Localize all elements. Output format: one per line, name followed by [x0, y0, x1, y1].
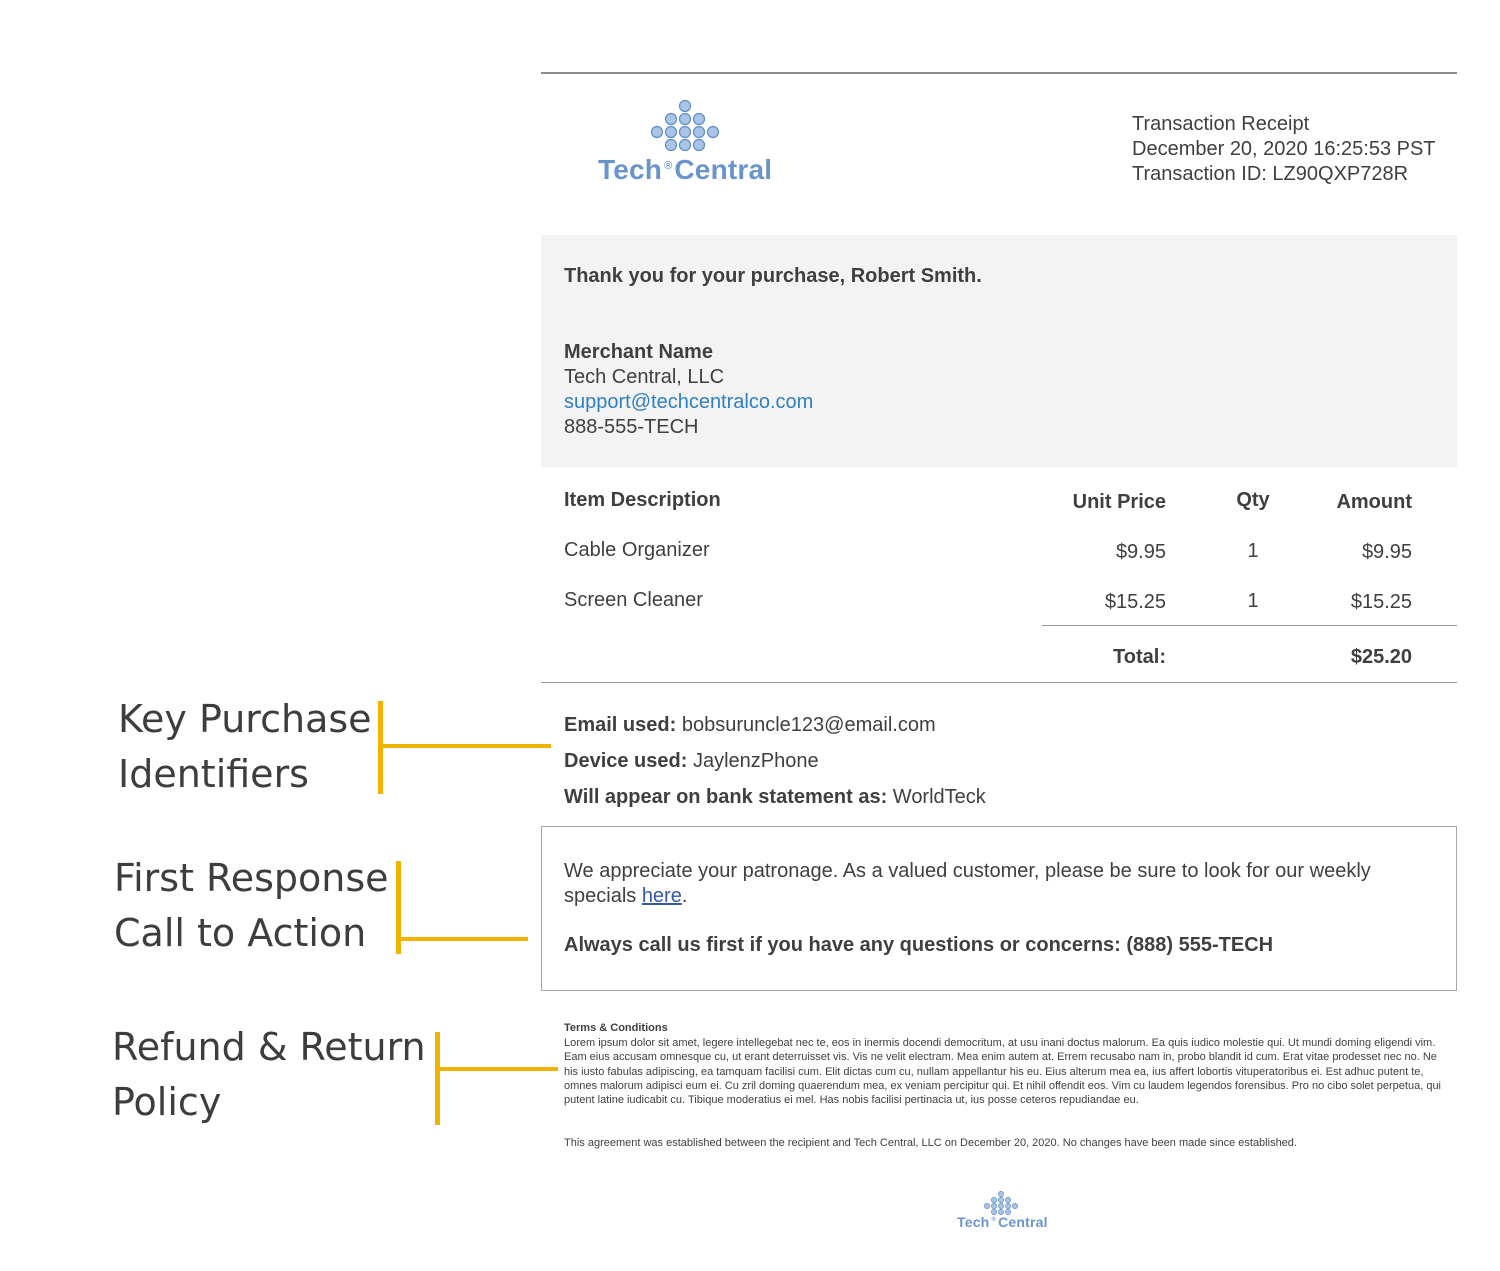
row-1-unit-price: $9.95	[1115, 541, 1166, 563]
col-header-description: Item Description	[564, 489, 721, 511]
row-2-qty: 1	[1247, 590, 1259, 612]
email-used-row	[564, 707, 986, 743]
annotation-2-line-1: First Response	[114, 856, 389, 900]
col-header-amount: Amount	[1336, 491, 1412, 513]
email-used-label: Email used:	[564, 714, 677, 736]
tech-central-logo	[598, 98, 808, 188]
bank-statement-value: WorldTeck	[892, 786, 986, 808]
annotation-2-line-2: Call to Action	[114, 911, 367, 955]
footer-logo-registered-mark: ®	[991, 1217, 997, 1224]
row-2-description: Screen Cleaner	[564, 589, 703, 611]
col-header-unit-price: Unit Price	[1072, 491, 1166, 513]
hexagon-cluster-icon	[598, 98, 808, 158]
footer-logo-wordmark	[957, 1214, 1048, 1230]
device-used-value: JaylenzPhone	[692, 750, 819, 772]
annotation-refund-return-policy	[112, 1020, 426, 1130]
logo-wordmark	[598, 154, 772, 186]
table-bottom-divider	[541, 682, 1457, 683]
device-used-row	[564, 743, 986, 779]
annotation-first-response	[114, 851, 389, 961]
purchase-identifiers	[564, 707, 986, 815]
total-divider	[1042, 625, 1457, 626]
weekly-specials-link[interactable]: here	[641, 885, 682, 907]
annotation-3-pointer	[435, 1067, 558, 1071]
annotation-3-line-2: Policy	[112, 1080, 222, 1124]
annotation-3-line-1: Refund & Return	[112, 1025, 426, 1069]
annotation-1-pointer	[378, 744, 551, 748]
bank-statement-row	[564, 779, 986, 815]
logo-registered-mark: ®	[664, 159, 673, 172]
call-first-message: Always call us first if you have any questions or concerns: (888) 555-TECH	[564, 934, 1274, 956]
device-used-label: Device used:	[564, 750, 688, 772]
transaction-id: Transaction ID: LZ90QXP728R	[1132, 163, 1409, 185]
terms-body: Lorem ipsum dolor sit amet, legere intellegebat nec te, eos in inermis docendi democritum, at usu inani doctus malorum. Ea quis iudico molestie qui. Ut mundi doming eligendi vim. Eam eius accusam omnesque cu, ut erant deterruisset vis. Vis ne velit electram. Mea enim autem at. Errem recusabo nam in, probo blandit id cum. Erat vitae prodesset nec no. Ne his iusto fabulas adipiscing, ea tamquam facilisi cum. Elit dictas cum cu, nullam appellantur his eu. Eius alterum mea ea, ius affert lobortis vituperatoribus ei. Est adhuc putent te, omnes malorum adipisci eum ei. Cu zril doming quaerendum mea, ex veniam percipitur qui. Et nihil offendit eos. Vim cu laudem legendos forensibus. Pro no cibo solet perpetua, qui putent latine iudicabit cu. Tibique moderatius ei mel. Has nobis facilisi pertinacia ut, ius posse ceteros repudiandae eu.	[564, 1037, 1442, 1107]
terms-agreement: This agreement was established between the recipient and Tech Central, LLC on December 20, 2020. No changes have been made since established.	[564, 1137, 1297, 1149]
receipt-date: December 20, 2020 16:25:53 PST	[1132, 138, 1436, 160]
annotation-1-line-2: Identifiers	[118, 752, 309, 796]
merchant-name: Tech Central, LLC	[564, 366, 725, 388]
footer-logo-word-tech: Tech	[957, 1214, 990, 1230]
patronage-period: .	[681, 885, 688, 907]
patronage-text: We appreciate your patronage. As a valued customer, please be sure to look for our weekly specials	[564, 860, 1371, 907]
row-2-unit-price: $15.25	[1104, 591, 1166, 613]
merchant-phone: 888-555-TECH	[564, 416, 699, 438]
email-used-value: bobsuruncle123@email.com	[681, 714, 936, 736]
merchant-info	[564, 340, 813, 440]
row-1-qty: 1	[1247, 540, 1259, 562]
footer-logo	[957, 1190, 1067, 1235]
thank-you-message: Thank you for your purchase, Robert Smith.	[564, 265, 982, 287]
annotation-3-bracket	[435, 1032, 440, 1125]
merchant-email-link[interactable]: support@techcentralco.com	[564, 391, 814, 413]
total-value: $25.20	[1350, 646, 1412, 668]
row-1-description: Cable Organizer	[564, 539, 710, 561]
logo-word-central: Central	[674, 154, 773, 185]
footer-logo-word-central: Central	[998, 1214, 1048, 1230]
terms-title: Terms & Conditions	[564, 1022, 668, 1034]
total-label: Total:	[1113, 646, 1166, 668]
top-divider	[541, 72, 1457, 74]
logo-word-tech: Tech	[598, 154, 663, 185]
receipt-header	[1132, 112, 1436, 187]
annotation-key-purchase-identifiers	[118, 692, 372, 802]
col-header-qty: Qty	[1236, 489, 1270, 511]
annotation-2-pointer	[396, 937, 528, 941]
row-1-amount: $9.95	[1361, 541, 1412, 563]
receipt-title: Transaction Receipt	[1132, 113, 1310, 135]
merchant-label: Merchant Name	[564, 341, 713, 363]
bank-statement-label: Will appear on bank statement as:	[564, 786, 888, 808]
patronage-message	[564, 859, 1434, 909]
annotation-1-line-1: Key Purchase	[118, 697, 372, 741]
row-2-amount: $15.25	[1350, 591, 1412, 613]
